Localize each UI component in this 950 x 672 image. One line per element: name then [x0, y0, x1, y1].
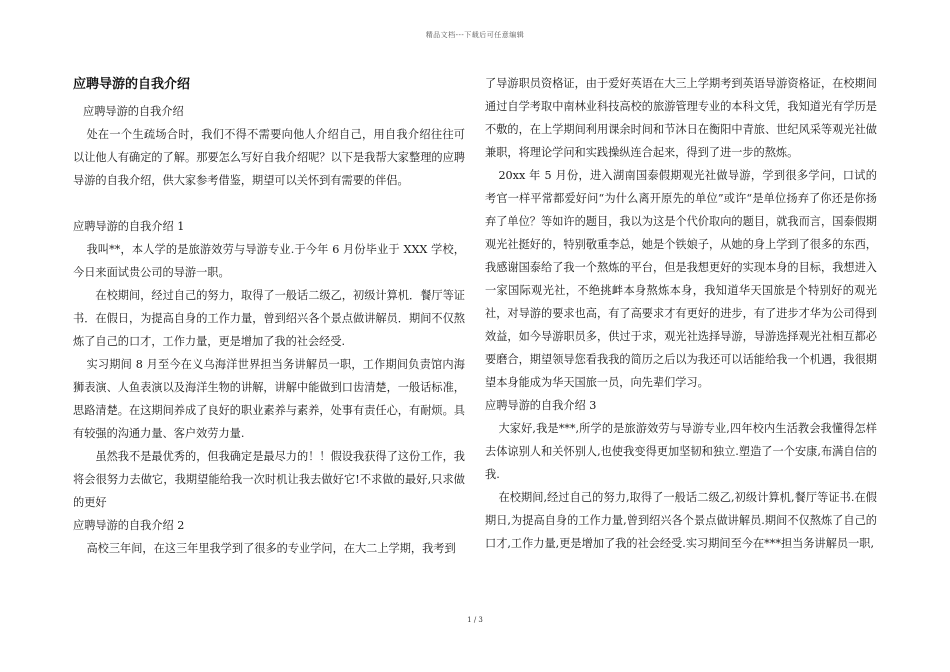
document-title: 应聘导游的自我介绍: [73, 77, 191, 92]
intro-paragraph: 处在一个生疏场合时，我们不得不需要向他人介绍自己，用自我介绍往往可以让他人有确定的了解。那要怎么写好自我介绍呢？以下是我帮大家整理的应聘导游的自我介绍，供大家参考借鉴，期望可以关怀到有需要的伴侣。: [73, 128, 465, 187]
section-heading-3: 应聘导游的自我介绍 3: [485, 399, 597, 412]
section3-paragraph-2: 在校期间,经过自己的努力,取得了一般话二级乙,初级计算机,餐厅等证书.在假期日,为提高自身的工作力量,曾到绍兴各个景点做讲解员.期间不仅熬炼了自己的口才,工作力量,更是增加了我的社会经受.实习期间至今在***担当务讲解员一职,: [485, 491, 877, 550]
section-heading-1: 应聘导游的自我介绍 1: [73, 220, 185, 233]
page-header: 精品文档---下载后可任意编辑: [425, 31, 525, 39]
document-subtitle: 应聘导游的自我介绍: [83, 105, 184, 118]
section-heading-2: 应聘导游的自我介绍 2: [73, 519, 185, 532]
section1-paragraph-4: 虽然我不是最优秀的，但我确定是最尽力的！！假设我获得了这份工作，我将会很努力去做它，我期望能给我一次时机让我去做好它!不求做的最好,只求做的更好: [73, 450, 465, 509]
spacer: [73, 192, 465, 215]
right-column: [485, 72, 877, 555]
section2-paragraph-2: 20xx 年 5 月份，进入湖南国泰假期观光社做导游，学到很多学问，口试的考官一样平常都爱好问“为什么离开原先的单位”或许“是单位扬弃了你还是你扬弃了单位？等如许的题目，我以为这是个代价取向的题目，就我而言，国泰假期观光社挺好的，特别敬重李总，她是个铁娘子，从她的身上学到了很多的东西，我感谢国泰给了我一个熬炼的平台，但是我想更好的实现本身的目标，我想进入一家国际观光社，不绝挑衅本身熬炼本身，我知道华天国旅是个特别好的观光社，对导游的要求也高，有了高要求才有更好的进步，有了进步才华为公司得到效益，如今导游职员多，供过于求，观光社选择导游，导游选择观光社相互都必要磨合，期望领导您看我我的简历之后以为我还可以话能给我一个机遇，我很期望本身能成为华天国旅一员，向先辈们学习。: [485, 169, 877, 389]
section2-paragraph-1-continued: 了导游职员资格证，由于爱好英语在大三上学期考到英语导游资格证，在校期间通过自学考取中南林业科技高校的旅游管理专业的本科文凭，我知道光有学历是不敷的，在上学期间利用课余时间和节沐日在衡阳中青旅、世纪风采等观光社做兼职，将理论学问和实践操纵连合起来，得到了进一步的熬炼。: [485, 77, 877, 159]
section3-paragraph-1: 大家好,我是***,所学的是旅游效劳与导游专业,四年校内生活教会我懂得怎样去体谅别人和关怀别人,也使我变得更加坚韧和独立.塑造了一个安康,布满自信的我.: [485, 422, 877, 481]
section1-paragraph-3: 实习期间 8 月至今在义乌海洋世界担当务讲解员一职，工作期间负责馆内海狮表演、人鱼表演以及海洋生物的讲解，讲解中能做到口齿清楚，一般话标准，思路清楚。在这期间养成了良好的职业素养与素养，处事有责任心，有耐烦。具有较强的沟通力量、客户效劳力量.: [73, 358, 465, 440]
page-number: 1 / 3: [467, 616, 483, 624]
left-column: [73, 72, 465, 560]
section2-paragraph-1-start: 高校三年间，在这三年里我学到了很多的专业学问，在大二上学期，我考到: [86, 542, 456, 555]
section1-paragraph-2: 在校期间，经过自己的努力，取得了一般话二级乙，初级计算机．餐厅等证书．在假日，为提高自身的工作力量，曾到绍兴各个景点做讲解员．期间不仅熬炼了自己的口才，工作力量，更是增加了我的社会经受.: [73, 289, 465, 348]
section1-paragraph-1: 我叫**，本人学的是旅游效劳与导游专业.于今年 6 月份毕业于 XXX 学校，今日来面试贵公司的导游一职。: [73, 243, 465, 279]
